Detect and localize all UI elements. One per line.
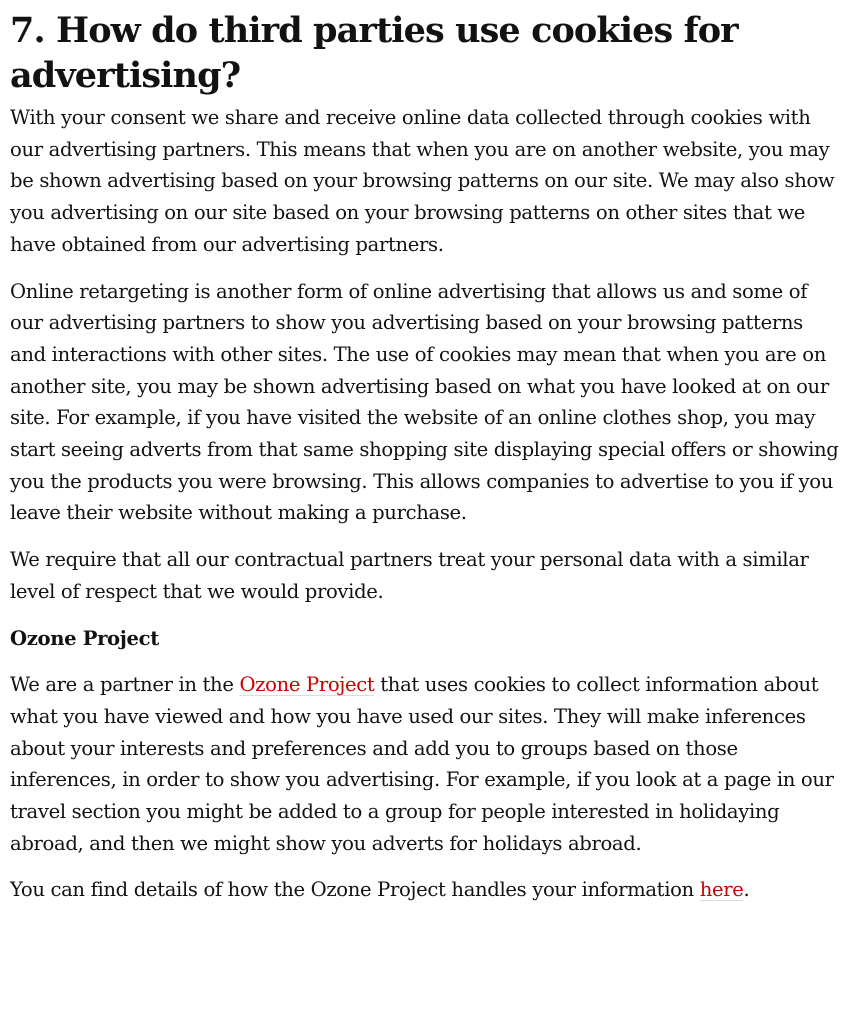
paragraph-consent-sharing: With your consent we share and receive online data collected through cookies with our advertising partners. This means that when you are on another website, you may be shown advertising based on your browsing patterns on our site. We may also show you advertising on our site based on your browsing patterns on other sites that we have obtained from our advertising partners. (10, 106, 835, 256)
section-heading: 7. How do third parties use cookies for advertising? (10, 10, 738, 96)
here-link[interactable]: here (699, 878, 744, 902)
ozone-project-link[interactable]: Ozone Project (239, 673, 375, 697)
paragraph-ozone-details (10, 874, 839, 906)
paragraph-retargeting: Online retargeting is another form of online advertising that allows us and some of our advertising partners to show you advertising based on your browsing patterns and interactions with other sites. The use of cookies may mean that when you are on another site, you may be shown advertising based on what you have looked at on our site. For example, if you have visited the website of an online clothes shop, you may start seeing adverts from that same shopping site displaying special offers or showing you the products you were browsing. This allows companies to advertise to you if you leave their website without making a purchase. (10, 279, 839, 525)
paragraph-ozone-partner (10, 669, 839, 859)
details-text-before: You can find details of how the Ozone Project handles your information (10, 878, 700, 902)
ozone-text-after: that uses cookies to collect information about what you have viewed and how you have used our sites. They will make inferences about your interests and preferences and add you to groups based on those inferences, in order to show you advertising. For example, if you look at a page in our travel section you might be added to a group for people interested in holidaying abroad, and then we might show you adverts for holidays abroad. (10, 673, 834, 855)
paragraph-partner-respect: We require that all our contractual partners treat your personal data with a similar level of respect that we would provide. (10, 548, 809, 603)
details-text-after: . (743, 878, 750, 902)
ozone-project-subheading: Ozone Project (10, 626, 159, 650)
ozone-text-before: We are a partner in the (10, 673, 240, 697)
